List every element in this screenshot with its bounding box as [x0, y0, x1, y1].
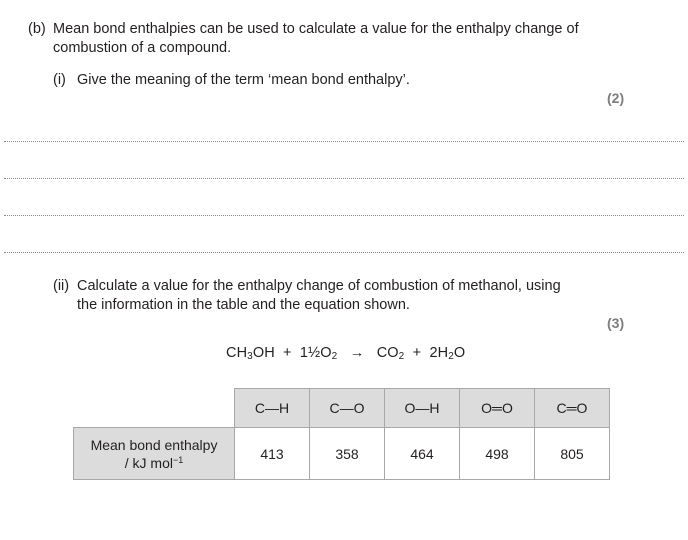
part-i-label: (i) [53, 72, 66, 88]
part-ii-text-line1: Calculate a value for the enthalpy change of combustion of methanol, using [77, 278, 561, 294]
answer-line-1[interactable] [4, 141, 684, 142]
table-row [74, 428, 610, 480]
eq-reactant-oxygen: $1\frac{1}{2}O_2$ [299, 345, 338, 362]
part-ii-text-line2: the information in the table and the equation shown. [77, 297, 410, 313]
eq-arrow: → [349, 345, 365, 361]
table-corner-blank [74, 389, 235, 428]
bond-value: 358 [310, 428, 385, 480]
bond-header: C—H [235, 389, 310, 428]
row-label-mean-bond-enthalpy: Mean bond enthalpy / kJ mol$^{-1}$ [74, 428, 235, 480]
bond-header: C—O [310, 389, 385, 428]
answer-line-4[interactable] [4, 252, 684, 253]
bond-value: 464 [385, 428, 460, 480]
eq-reactant-methanol: $CH_3OH$ [226, 345, 275, 362]
eq-plus-2: + [412, 345, 422, 361]
combustion-equation [226, 345, 465, 361]
part-ii-label: (ii) [53, 278, 70, 294]
part-ii-marks: (3) [607, 315, 625, 331]
bond-enthalpy-table [73, 388, 610, 480]
bond-value: 498 [460, 428, 535, 480]
part-i-text: Give the meaning of the term ‘mean bond enthalpy’. [77, 72, 410, 88]
answer-line-2[interactable] [4, 178, 684, 179]
eq-product-water: $2H_2O$ [429, 345, 466, 362]
part-b-text-line2: combustion of a compound. [53, 40, 232, 56]
bond-header: O—H [385, 389, 460, 428]
eq-product-co2: $CO_2$ [376, 345, 405, 362]
part-b-label: (b) [28, 21, 46, 37]
bond-header: O═O [460, 389, 535, 428]
bond-value: 805 [535, 428, 610, 480]
part-i-marks: (2) [607, 90, 625, 106]
answer-line-3[interactable] [4, 215, 684, 216]
bond-value: 413 [235, 428, 310, 480]
eq-plus-1: + [283, 345, 292, 361]
bond-header: C═O [535, 389, 610, 428]
table-header-row [74, 389, 610, 428]
part-b-text-line1: Mean bond enthalpies can be used to calculate a value for the enthalpy change of [53, 21, 579, 37]
